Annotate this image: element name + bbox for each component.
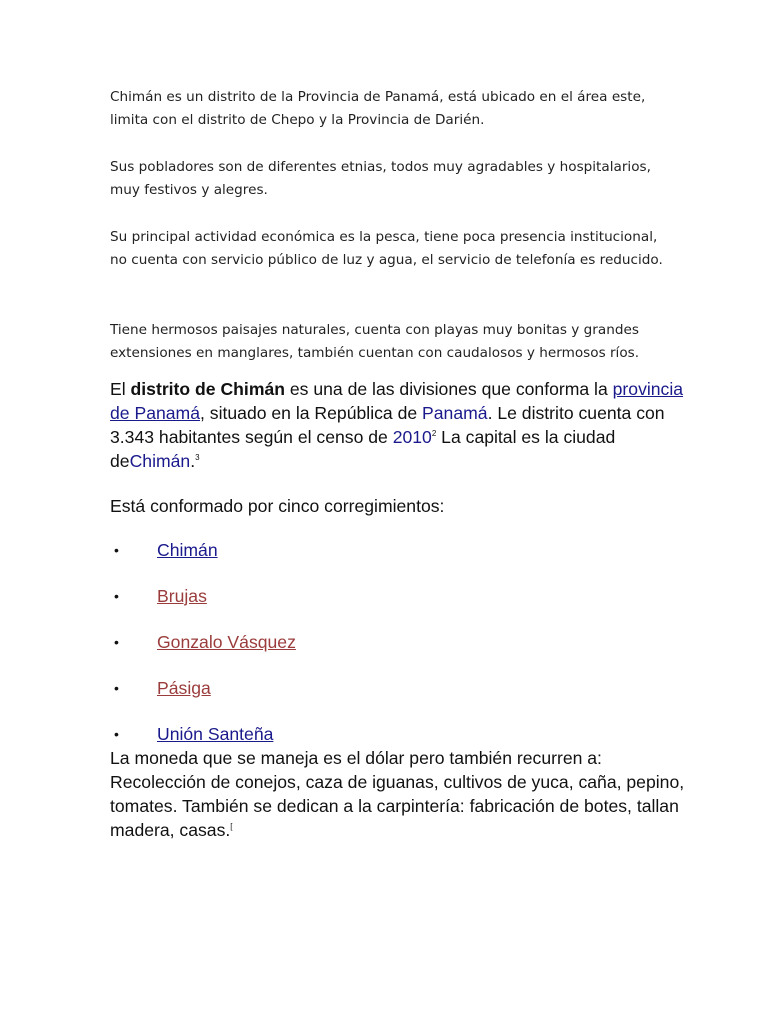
summary-text: es una de las divisiones que conforma la [285,379,613,399]
bullet-icon: • [114,726,119,742]
paragraph-economy: Su principal actividad económica es la pesca, tiene poca presencia institucional, no cuenta con servicio público de luz y agua, el servicio de telefonía es reducido. [110,229,663,268]
bullet-icon: • [114,542,119,558]
link-corregimiento-brujas[interactable]: Brujas [157,586,207,606]
paragraph-economy-activities [110,746,690,842]
link-corregimiento-union-santena[interactable]: Unión Santeña [157,724,274,744]
reference-2[interactable]: 2 [431,429,437,439]
link-chiman-capital[interactable]: Chimán [129,451,191,471]
bullet-icon: • [114,634,119,650]
summary-text: El [110,379,131,399]
district-name-bold: distrito de Chimán [130,379,285,399]
paragraph-location: Chimán es un distrito de la Provincia de Panamá, está ubicado en el área este, limita con el distrito de Chepo y la Provincia de Darién. [110,89,646,128]
summary-text: . [190,451,196,471]
link-panama[interactable]: Panamá [422,403,488,423]
link-corregimiento-chiman[interactable]: Chimán [157,540,218,560]
link-corregimiento-gonzalo-vasquez[interactable]: Gonzalo Vásquez [157,632,296,652]
summary-text: La capital es la ciudad de [110,427,616,471]
link-2010[interactable]: 2010 [392,427,432,447]
bullet-icon: • [114,680,119,696]
list-intro: Está conformado por cinco corregimientos: [110,496,445,516]
closing-text: La moneda que se maneja es el dólar pero también recurren a: Recolección de conejos, caza de iguanas, cultivos de yuca, caña, pepino, tomates. También se dedican a la carpintería: fabricación de botes, tallan madera, casas. [110,748,685,840]
summary-text: . Le distrito cuenta con 3.343 habitantes según el censo de [110,403,665,447]
paragraph-landscape: Tiene hermosos paisajes naturales, cuenta con playas muy bonitas y grandes extensiones en manglares, también cuentan con caudalosos y hermosos ríos. [110,322,640,361]
summary-text: , situado en la República de [200,403,423,423]
paragraph-district-summary [110,377,690,473]
link-provincia-de-panama[interactable]: provincia de Panamá [110,379,684,423]
bullet-icon: • [114,588,119,604]
reference-3[interactable]: 3 [195,453,200,463]
link-corregimiento-pasiga[interactable]: Pásiga [157,678,211,698]
paragraph-population: Sus pobladores son de diferentes etnias, todos muy agradables y hospitalarios, muy festivos y alegres. [110,159,651,198]
reference-bracket[interactable]: [ [230,822,233,832]
